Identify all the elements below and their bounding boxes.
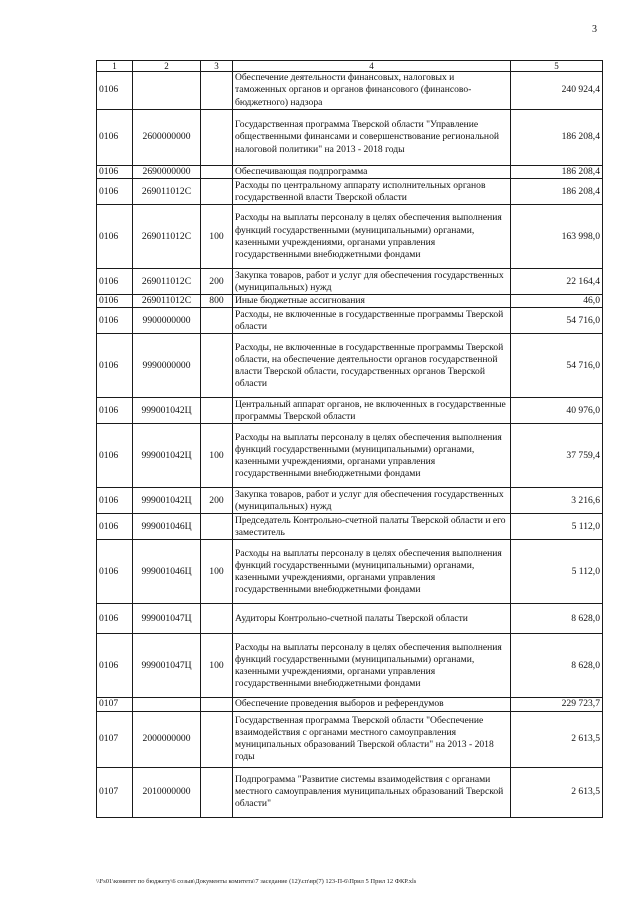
target-article: 2600000000	[133, 110, 201, 166]
expense-kind	[201, 166, 233, 179]
expense-kind: 200	[201, 269, 233, 295]
expense-kind: 200	[201, 488, 233, 514]
target-article: 999001046Ц	[133, 514, 201, 540]
amount: 186 208,4	[511, 110, 603, 166]
expense-kind	[201, 514, 233, 540]
expense-name: Расходы, не включенные в государственные программы Тверской области	[233, 308, 511, 334]
amount: 37 759,4	[511, 424, 603, 488]
section-code: 0106	[97, 269, 133, 295]
page-number: 3	[592, 24, 597, 35]
expense-kind: 100	[201, 540, 233, 604]
expense-kind	[201, 179, 233, 205]
expense-kind	[201, 72, 233, 110]
section-code: 0106	[97, 72, 133, 110]
amount: 54 716,0	[511, 334, 603, 398]
amount: 40 976,0	[511, 398, 603, 424]
target-article	[133, 698, 201, 711]
table-row	[97, 269, 603, 295]
table-row	[97, 308, 603, 334]
expense-name: Расходы по центральному аппарату исполнительных органов государственной власти Тверской области	[233, 179, 511, 205]
table-row	[97, 398, 603, 424]
table-row	[97, 205, 603, 269]
expense-kind	[201, 711, 233, 767]
expense-kind	[201, 308, 233, 334]
expense-kind: 100	[201, 634, 233, 698]
expense-kind: 800	[201, 295, 233, 308]
expense-name: Обеспечивающая подпрограмма	[233, 166, 511, 179]
section-code: 0106	[97, 308, 133, 334]
expense-name: Подпрограмма "Развитие системы взаимодействия с органами местного самоуправления муниципальных образований Тверской области"	[233, 767, 511, 817]
column-header: 5	[511, 61, 603, 72]
expense-name: Председатель Контрольно-счетной палаты Тверской области и его заместитель	[233, 514, 511, 540]
amount: 229 723,7	[511, 698, 603, 711]
section-code: 0106	[97, 334, 133, 398]
table-row	[97, 767, 603, 817]
table-row	[97, 179, 603, 205]
header-row	[97, 61, 603, 72]
target-article: 2690000000	[133, 166, 201, 179]
expense-name: Расходы на выплаты персоналу в целях обеспечения выполнения функций государственными (муниципальными) органами, казенными учреждениями, органами управления государственными внебюджетными фондами	[233, 540, 511, 604]
expense-kind: 100	[201, 424, 233, 488]
expense-name: Аудиторы Контрольно-счетной палаты Тверской области	[233, 604, 511, 634]
section-code: 0107	[97, 698, 133, 711]
table-row	[97, 334, 603, 398]
expense-name: Расходы на выплаты персоналу в целях обеспечения выполнения функций государственными (муниципальными) органами, казенными учреждениями, органами управления государственными внебюджетными фондами	[233, 424, 511, 488]
section-code: 0106	[97, 205, 133, 269]
target-article: 9990000000	[133, 334, 201, 398]
expense-name: Иные бюджетные ассигнования	[233, 295, 511, 308]
expense-name: Государственная программа Тверской области "Управление общественными финансами и совершенствование региональной налоговой политики" на 2013 - 2018 годы	[233, 110, 511, 166]
section-code: 0106	[97, 634, 133, 698]
section-code: 0107	[97, 711, 133, 767]
amount: 8 628,0	[511, 634, 603, 698]
column-header: 4	[233, 61, 511, 72]
expense-name: Обеспечение деятельности финансовых, налоговых и таможенных органов и органов финансового (финансово-бюджетного) надзора	[233, 72, 511, 110]
table-row	[97, 540, 603, 604]
section-code: 0106	[97, 110, 133, 166]
column-header: 1	[97, 61, 133, 72]
amount: 8 628,0	[511, 604, 603, 634]
expense-name: Центральный аппарат органов, не включенных в государственные программы Тверской области	[233, 398, 511, 424]
section-code: 0106	[97, 424, 133, 488]
section-code: 0107	[97, 767, 133, 817]
section-code: 0106	[97, 488, 133, 514]
target-article: 269011012С	[133, 269, 201, 295]
table-row	[97, 711, 603, 767]
amount: 240 924,4	[511, 72, 603, 110]
amount: 22 164,4	[511, 269, 603, 295]
table-row	[97, 295, 603, 308]
amount: 5 112,0	[511, 514, 603, 540]
target-article: 999001047Ц	[133, 634, 201, 698]
table-row	[97, 634, 603, 698]
target-article: 269011012С	[133, 179, 201, 205]
target-article: 2000000000	[133, 711, 201, 767]
amount: 3 216,6	[511, 488, 603, 514]
expense-name: Обеспечение проведения выборов и референдумов	[233, 698, 511, 711]
section-code: 0106	[97, 179, 133, 205]
table-row	[97, 514, 603, 540]
amount: 54 716,0	[511, 308, 603, 334]
section-code: 0106	[97, 514, 133, 540]
expense-kind	[201, 604, 233, 634]
table-row	[97, 72, 603, 110]
expense-kind	[201, 698, 233, 711]
target-article: 9900000000	[133, 308, 201, 334]
amount: 163 998,0	[511, 205, 603, 269]
expense-kind	[201, 334, 233, 398]
expense-kind: 100	[201, 205, 233, 269]
file-path-footer: \\Fs01\комитет по бюджету\6 созыв\Документы комитета\7 заседание (12)\сп\вр(7) 123-П-6\Прил 5 Прил 12 ФКР.xls	[96, 878, 417, 885]
amount: 2 613,5	[511, 767, 603, 817]
amount: 186 208,4	[511, 166, 603, 179]
expense-name: Закупка товаров, работ и услуг для обеспечения государственных (муниципальных) нужд	[233, 488, 511, 514]
table-row	[97, 604, 603, 634]
expense-name: Закупка товаров, работ и услуг для обеспечения государственных (муниципальных) нужд	[233, 269, 511, 295]
expense-kind	[201, 767, 233, 817]
target-article: 999001047Ц	[133, 604, 201, 634]
target-article: 2010000000	[133, 767, 201, 817]
section-code: 0106	[97, 398, 133, 424]
target-article: 999001042Ц	[133, 488, 201, 514]
table-row	[97, 166, 603, 179]
amount: 46,0	[511, 295, 603, 308]
amount: 5 112,0	[511, 540, 603, 604]
target-article: 999001046Ц	[133, 540, 201, 604]
section-code: 0106	[97, 166, 133, 179]
section-code: 0106	[97, 540, 133, 604]
expense-name: Расходы, не включенные в государственные программы Тверской области, на обеспечение деятельности органов государственной власти Тверской области, государственных органов Тверской области	[233, 334, 511, 398]
target-article	[133, 72, 201, 110]
target-article: 269011012С	[133, 205, 201, 269]
table-row	[97, 488, 603, 514]
table-row	[97, 424, 603, 488]
budget-table	[96, 60, 603, 818]
column-header: 3	[201, 61, 233, 72]
amount: 186 208,4	[511, 179, 603, 205]
column-header: 2	[133, 61, 201, 72]
expense-kind	[201, 398, 233, 424]
expense-name: Расходы на выплаты персоналу в целях обеспечения выполнения функций государственными (муниципальными) органами, казенными учреждениями, органами управления государственными внебюджетными фондами	[233, 634, 511, 698]
expense-name: Государственная программа Тверской области "Обеспечение взаимодействия с органами местного самоуправления муниципальных образований Тверской области" на 2013 - 2018 годы	[233, 711, 511, 767]
table-row	[97, 110, 603, 166]
section-code: 0106	[97, 604, 133, 634]
expense-kind	[201, 110, 233, 166]
section-code: 0106	[97, 295, 133, 308]
expense-name: Расходы на выплаты персоналу в целях обеспечения выполнения функций государственными (муниципальными) органами, казенными учреждениями, органами управления государственными внебюджетными фондами	[233, 205, 511, 269]
target-article: 269011012С	[133, 295, 201, 308]
amount: 2 613,5	[511, 711, 603, 767]
target-article: 999001042Ц	[133, 398, 201, 424]
target-article: 999001042Ц	[133, 424, 201, 488]
table-row	[97, 698, 603, 711]
